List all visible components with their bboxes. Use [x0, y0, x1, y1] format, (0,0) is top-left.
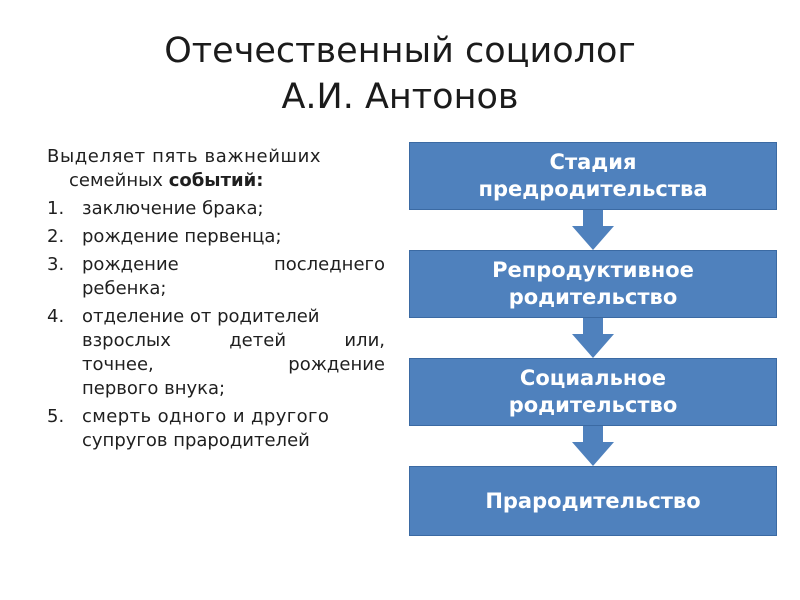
intro-paragraph	[47, 145, 385, 193]
list-item-word: детей	[229, 330, 287, 351]
stage-box-social	[409, 358, 777, 426]
down-arrow-icon	[572, 426, 614, 466]
stage-label-line: родительство	[508, 285, 678, 309]
list-number: 1.	[47, 198, 65, 219]
list-number: 2.	[47, 226, 65, 247]
list-item-text: заключение брака;	[82, 198, 264, 219]
events-text-block	[47, 145, 385, 457]
slide-title	[0, 28, 800, 120]
list-number: 4.	[47, 306, 65, 327]
stage-label-line: Репродуктивное	[492, 258, 694, 282]
list-item-word: или,	[344, 330, 385, 351]
list-item-line: супругов прародителей	[82, 430, 310, 451]
list-item-word: рождение	[288, 354, 385, 375]
down-arrow-icon	[572, 318, 614, 358]
stage-box-prebirth	[409, 142, 777, 210]
stage-label-line: предродительства	[478, 177, 708, 201]
list-item-word: точнее,	[82, 354, 154, 375]
intro-line-2	[47, 169, 385, 193]
stage-label-line: родительство	[508, 393, 678, 417]
title-line-2: А.И. Антонов	[281, 77, 519, 117]
list-item-line	[82, 253, 385, 277]
list-item-line: смерть одного и другого	[82, 406, 330, 427]
intro-line-1-text: Выделяет пять важнейших	[47, 146, 322, 167]
list-item-line: первого внука;	[82, 378, 226, 399]
intro-line-2-prefix: семейных	[69, 170, 169, 191]
list-item-4	[47, 305, 385, 401]
down-arrow-icon	[572, 210, 614, 250]
family-stages-flowchart	[409, 142, 777, 536]
stage-label-line: Стадия	[549, 150, 637, 174]
list-number: 3.	[47, 254, 65, 275]
list-item-word: рождение	[82, 254, 179, 275]
list-item-line	[82, 353, 385, 377]
title-line-1: Отечественный социолог	[164, 31, 636, 71]
stage-label-line: Прародительство	[485, 488, 701, 513]
list-item-word: взрослых	[82, 330, 171, 351]
events-list	[47, 197, 385, 453]
list-number: 5.	[47, 406, 65, 427]
list-item-2	[47, 225, 385, 249]
stage-box-reproductive	[409, 250, 777, 318]
list-item-line: отделение от родителей	[82, 306, 320, 327]
stage-label-line: Социальное	[519, 366, 667, 390]
list-item-5	[47, 405, 385, 453]
list-item-line	[82, 329, 385, 353]
intro-line-2-bold: событий:	[168, 170, 264, 191]
list-item-3	[47, 253, 385, 301]
list-item-word: последнего	[273, 254, 385, 275]
intro-line-1	[47, 145, 385, 169]
list-item-1	[47, 197, 385, 221]
list-item-line: ребенка;	[82, 278, 167, 299]
stage-box-grandparenthood	[409, 466, 777, 536]
list-item-text: рождение первенца;	[82, 226, 282, 247]
